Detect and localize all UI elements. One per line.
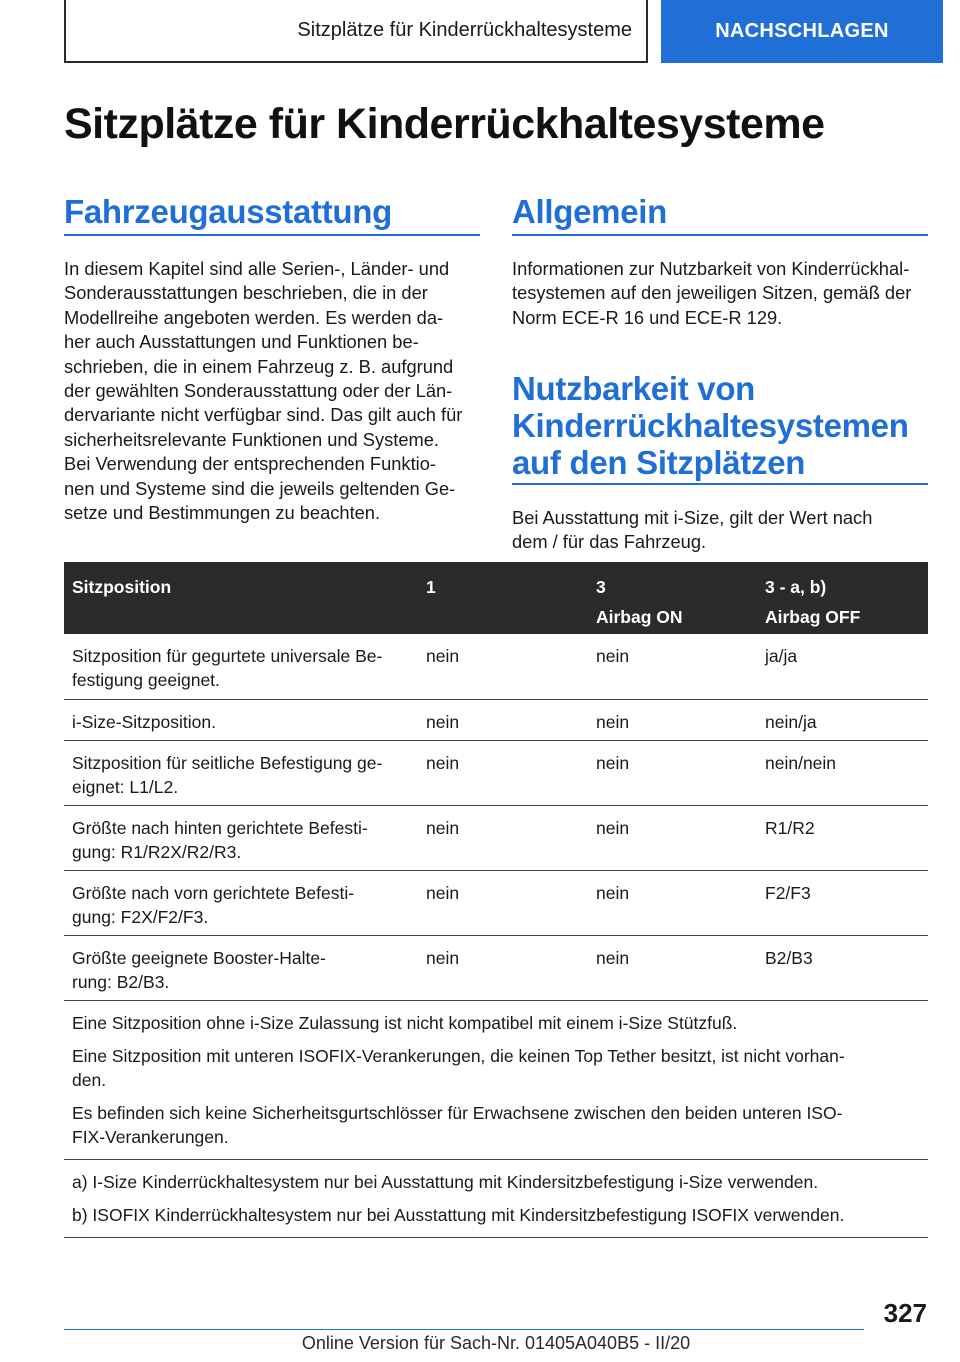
row-value: nein xyxy=(596,818,630,838)
row-label: Größte geeignete Booster-Halte- rung: B2/B3. xyxy=(72,948,326,992)
table-footnotes xyxy=(64,1160,928,1238)
header-tab-label: NACHSCHLAGEN xyxy=(715,20,889,42)
header-section-title xyxy=(64,0,648,63)
row-value: R1/R2 xyxy=(765,818,815,838)
table-row xyxy=(64,700,928,741)
table-header-col-3ab: 3 - a, b) Airbag OFF xyxy=(765,577,861,627)
note-line: Eine Sitzposition mit unteren ISOFIX-Verankerungen, die keinen Top Tether besitzt, ist nicht vorhan- den. xyxy=(72,1046,845,1090)
row-value: nein/nein xyxy=(765,753,837,773)
paragraph-fahrzeugausstattung: In diesem Kapitel sind alle Serien-, Länder- und Sonderausstattungen beschrieben, die in der Modellreihe angeboten werden. Es werden da- her auch Ausstattungen und Funktionen be- schrieben, die in einem Fahrzeug z. B. aufgrund der gewählten Sonderausstattung oder der Län- dervariante nicht verfügbar sind. Das gilt auch für sicherheitsrelevante Funktionen und Systeme. Bei Verwendung der entsprechenden Funktio- nen und Systeme sind die jeweils geltenden Ge- setze und Bestimmungen zu beachten. xyxy=(64,258,463,524)
row-value: nein xyxy=(426,883,460,903)
row-value: nein xyxy=(426,948,460,968)
header-section-title-text: Sitzplätze für Kinderrückhaltesysteme xyxy=(297,19,632,41)
heading-rule-right xyxy=(512,234,928,236)
row-label: i-Size-Sitzposition. xyxy=(72,712,216,732)
footer-rule xyxy=(64,1329,864,1330)
note-line: Es befinden sich keine Sicherheitsgurtschlösser für Erwachsene zwischen den beiden unteren ISO- FIX-Verankerungen. xyxy=(72,1103,843,1147)
row-value: nein xyxy=(426,646,460,666)
row-value: nein xyxy=(596,646,630,666)
row-value: nein xyxy=(426,712,460,732)
footnote-b: b) ISOFIX Kinderrückhaltesystem nur bei Ausstattung mit Kindersitzbefestigung ISOFIX verwenden. xyxy=(72,1205,845,1225)
table-header-col-3: 3 Airbag ON xyxy=(596,577,683,627)
row-label: Sitzposition für gegurtete universale Be- festigung geeignet. xyxy=(72,646,383,690)
heading-fahrzeugausstattung: Fahrzeugausstattung xyxy=(64,193,392,230)
paragraph-nutzbarkeit: Bei Ausstattung mit i-Size, gilt der Wert nach dem / für das Fahrzeug. xyxy=(512,507,873,553)
heading-nutzbarkeit: Nutzbarkeit von Kinderrückhaltesystemen auf den Sitzplätzen xyxy=(512,370,909,481)
subheading-rule xyxy=(512,483,928,485)
table-row xyxy=(64,936,928,1001)
row-value: B2/B3 xyxy=(765,948,813,968)
row-value: nein xyxy=(596,948,630,968)
row-value: nein/ja xyxy=(765,712,817,732)
table-row xyxy=(64,871,928,936)
table-header xyxy=(64,562,928,634)
footnote-a: a) I-Size Kinderrückhaltesystem nur bei Ausstattung mit Kindersitzbefestigung i-Size verwenden. xyxy=(72,1172,819,1192)
heading-allgemein: Allgemein xyxy=(512,193,668,230)
row-value: nein xyxy=(596,883,630,903)
table-row xyxy=(64,634,928,700)
row-value: nein xyxy=(426,818,460,838)
note-line: Eine Sitzposition ohne i-Size Zulassung ist nicht kompatibel mit einem i-Size Stützfuß. xyxy=(72,1013,738,1033)
row-value: nein xyxy=(596,753,630,773)
table-row xyxy=(64,806,928,871)
seat-position-table xyxy=(64,562,928,1238)
heading-rule-left xyxy=(64,234,480,236)
page-title: Sitzplätze für Kinderrückhaltesysteme xyxy=(64,100,825,148)
table-notes xyxy=(64,1001,928,1160)
table-row xyxy=(64,741,928,806)
paragraph-allgemein: Informationen zur Nutzbarkeit von Kinderrückhal- tesystemen auf den jeweiligen Sitzen, gemäß der Norm ECE-R 16 und ECE-R 129. xyxy=(512,258,912,328)
row-label: Größte nach vorn gerichtete Befesti- gung: F2X/F2/F3. xyxy=(72,883,355,927)
row-label: Größte nach hinten gerichtete Befesti- gung: R1/R2X/R2/R3. xyxy=(72,818,368,862)
header-tab-nachschlagen[interactable] xyxy=(661,0,943,63)
row-value: F2/F3 xyxy=(765,883,811,903)
footer-text: Online Version für Sach-Nr. 01405A040B5 - II/20 xyxy=(301,1333,691,1353)
page-number: 327 xyxy=(883,1298,927,1328)
row-value: nein xyxy=(426,753,460,773)
table-header-sitzposition: Sitzposition xyxy=(72,577,172,597)
row-value: ja/ja xyxy=(765,646,798,666)
row-value: nein xyxy=(596,712,630,732)
table-header-col-1: 1 xyxy=(426,577,436,597)
row-label: Sitzposition für seitliche Befestigung ge- eignet: L1/L2. xyxy=(72,753,383,797)
